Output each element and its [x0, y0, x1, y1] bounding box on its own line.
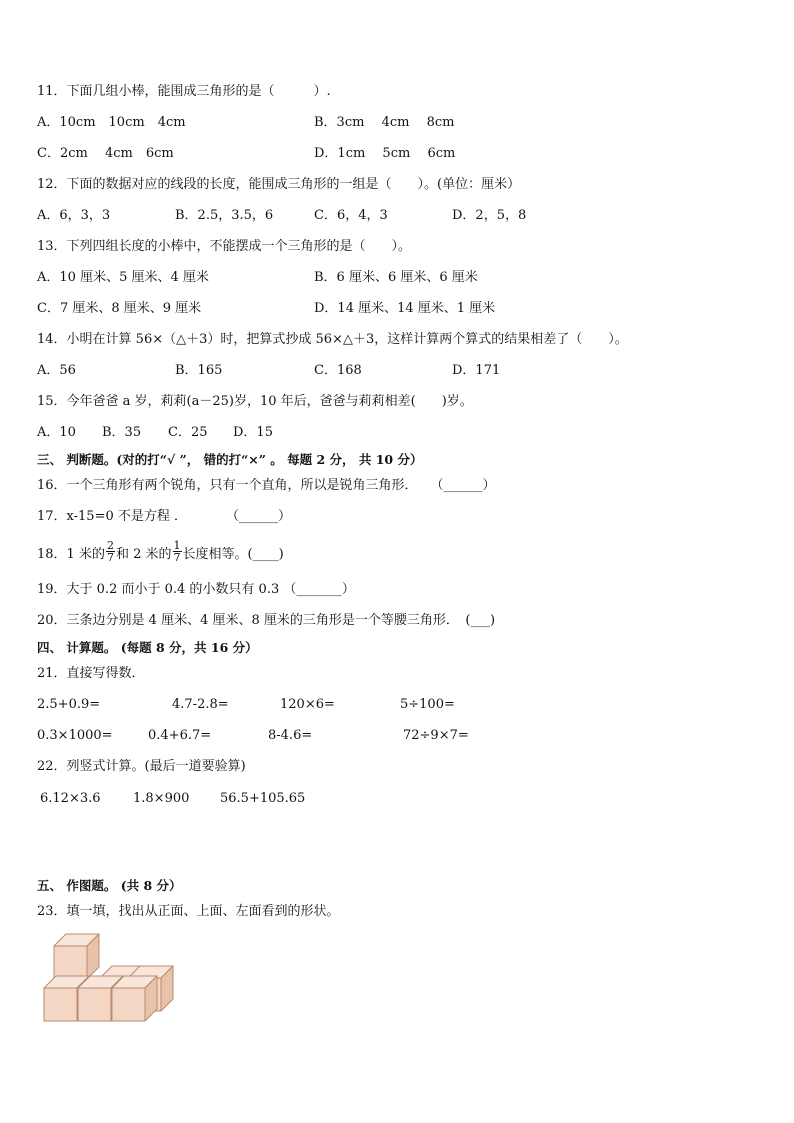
q13-stem: 13．下列四组长度的小棒中，不能摆成一个三角形的是（ ）。: [37, 239, 412, 254]
q14-option-b: B．165: [175, 363, 223, 378]
q12-option-a: A．6，3，3: [37, 208, 111, 223]
fraction-numerator: 2: [106, 539, 114, 552]
q15-option-c: C．25: [168, 425, 208, 440]
q12-option-c: C．6，4，3: [314, 208, 388, 223]
q18-text-post: 长度相等。(____): [182, 547, 284, 562]
section-5-heading: 五、 作图题。 (共 8 分）: [37, 878, 182, 893]
q15-option-b: B．35: [102, 425, 142, 440]
q12-stem: 12．下面的数据对应的线段的长度，能围成三角形的一组是（ ）。(单位：厘米）: [37, 177, 521, 192]
q11-stem: 11．下面几组小棒，能围成三角形的是（ ）.: [37, 84, 331, 99]
q21-item: 72÷9×7=: [403, 728, 469, 743]
q21-item: 120×6=: [280, 697, 335, 712]
q14-option-d: D．171: [452, 363, 501, 378]
q21-item: 0.3×1000=: [37, 728, 113, 743]
q20-statement: 20．三条边分别是 4 厘米、4 厘米、8 厘米的三角形是一个等腰三角形． (___): [37, 613, 496, 628]
q13-option-d: D．14 厘米、14 厘米、1 厘米: [314, 301, 496, 316]
q21-item: 8-4.6=: [268, 728, 313, 743]
fraction-one-seventh: [173, 540, 182, 563]
section-3-heading: 三、 判断题。(对的打“√ ”， 错的打“×” 。 每题 2 分， 共 10 分）: [37, 452, 423, 467]
q22-item: 1.8×900: [133, 791, 190, 806]
q19-statement: 19．大于 0.2 而小于 0.4 的小数只有 0.3 （_______）: [37, 582, 355, 597]
q14-option-a: A．56: [37, 363, 76, 378]
section-4-heading: 四、 计算题。 (每题 8 分，共 16 分）: [37, 640, 258, 655]
q15-option-a: A．10: [37, 425, 76, 440]
q21-item: 0.4+6.7=: [148, 728, 212, 743]
q17-statement: 17．x-15=0 不是方程 ． （______）: [37, 509, 292, 524]
q22-item: 6.12×3.6: [40, 791, 101, 806]
q15-stem: 15．今年爸爸 a 岁，莉莉(a－25)岁，10 年后，爸爸与莉莉相差( )岁。: [37, 394, 473, 409]
fraction-two-sevenths: [106, 540, 115, 563]
cube-front-face: [112, 988, 145, 1021]
q13-option-c: C．7 厘米、8 厘米、9 厘米: [37, 301, 202, 316]
q16-statement: 16．一个三角形有两个锐角，只有一个直角，所以是锐角三角形． （______）: [37, 478, 496, 493]
q18-text-pre: 18．1 米的: [37, 547, 105, 562]
q21-item: 2.5+0.9=: [37, 697, 101, 712]
fraction-numerator: 1: [173, 539, 181, 552]
cube-front-face: [54, 946, 87, 979]
q11-option-b: B．3cm 4cm 8cm: [314, 115, 455, 130]
q21-item: 5÷100=: [400, 697, 455, 712]
q13-option-a: A．10 厘米、5 厘米、4 厘米: [37, 270, 209, 285]
q12-option-d: D．2，5，8: [452, 208, 527, 223]
q12-option-b: B．2.5，3.5，6: [175, 208, 274, 223]
q11-option-d: D．1cm 5cm 6cm: [314, 146, 456, 161]
fraction-denominator: 7: [173, 551, 181, 564]
cube-front-face: [44, 988, 77, 1021]
q11-option-c: C．2cm 4cm 6cm: [37, 146, 174, 161]
q18-text-mid: 和 2 米的: [115, 547, 172, 562]
q18-statement: [37, 540, 284, 570]
q14-stem: 14．小明在计算 56×（△＋3）时，把算式抄成 56×△＋3，这样计算两个算式的结果相差了（ ）。: [37, 332, 628, 347]
q22-item: 56.5+105.65: [220, 791, 306, 806]
cube-front-face: [78, 988, 111, 1021]
q21-stem: 21．直接写得数．: [37, 666, 145, 681]
cube-stack-figure: [42, 930, 182, 1030]
q11-option-a: A．10cm 10cm 4cm: [37, 115, 186, 130]
q14-option-c: C．168: [314, 363, 362, 378]
q15-option-d: D．15: [233, 425, 273, 440]
q22-stem: 22．列竖式计算。(最后一道要验算): [37, 759, 246, 774]
q13-option-b: B．6 厘米、6 厘米、6 厘米: [314, 270, 478, 285]
fraction-denominator: 7: [106, 551, 114, 564]
q23-stem: 23．填一填，找出从正面、上面、左面看到的形状。: [37, 904, 340, 919]
q21-item: 4.7-2.8=: [172, 697, 229, 712]
